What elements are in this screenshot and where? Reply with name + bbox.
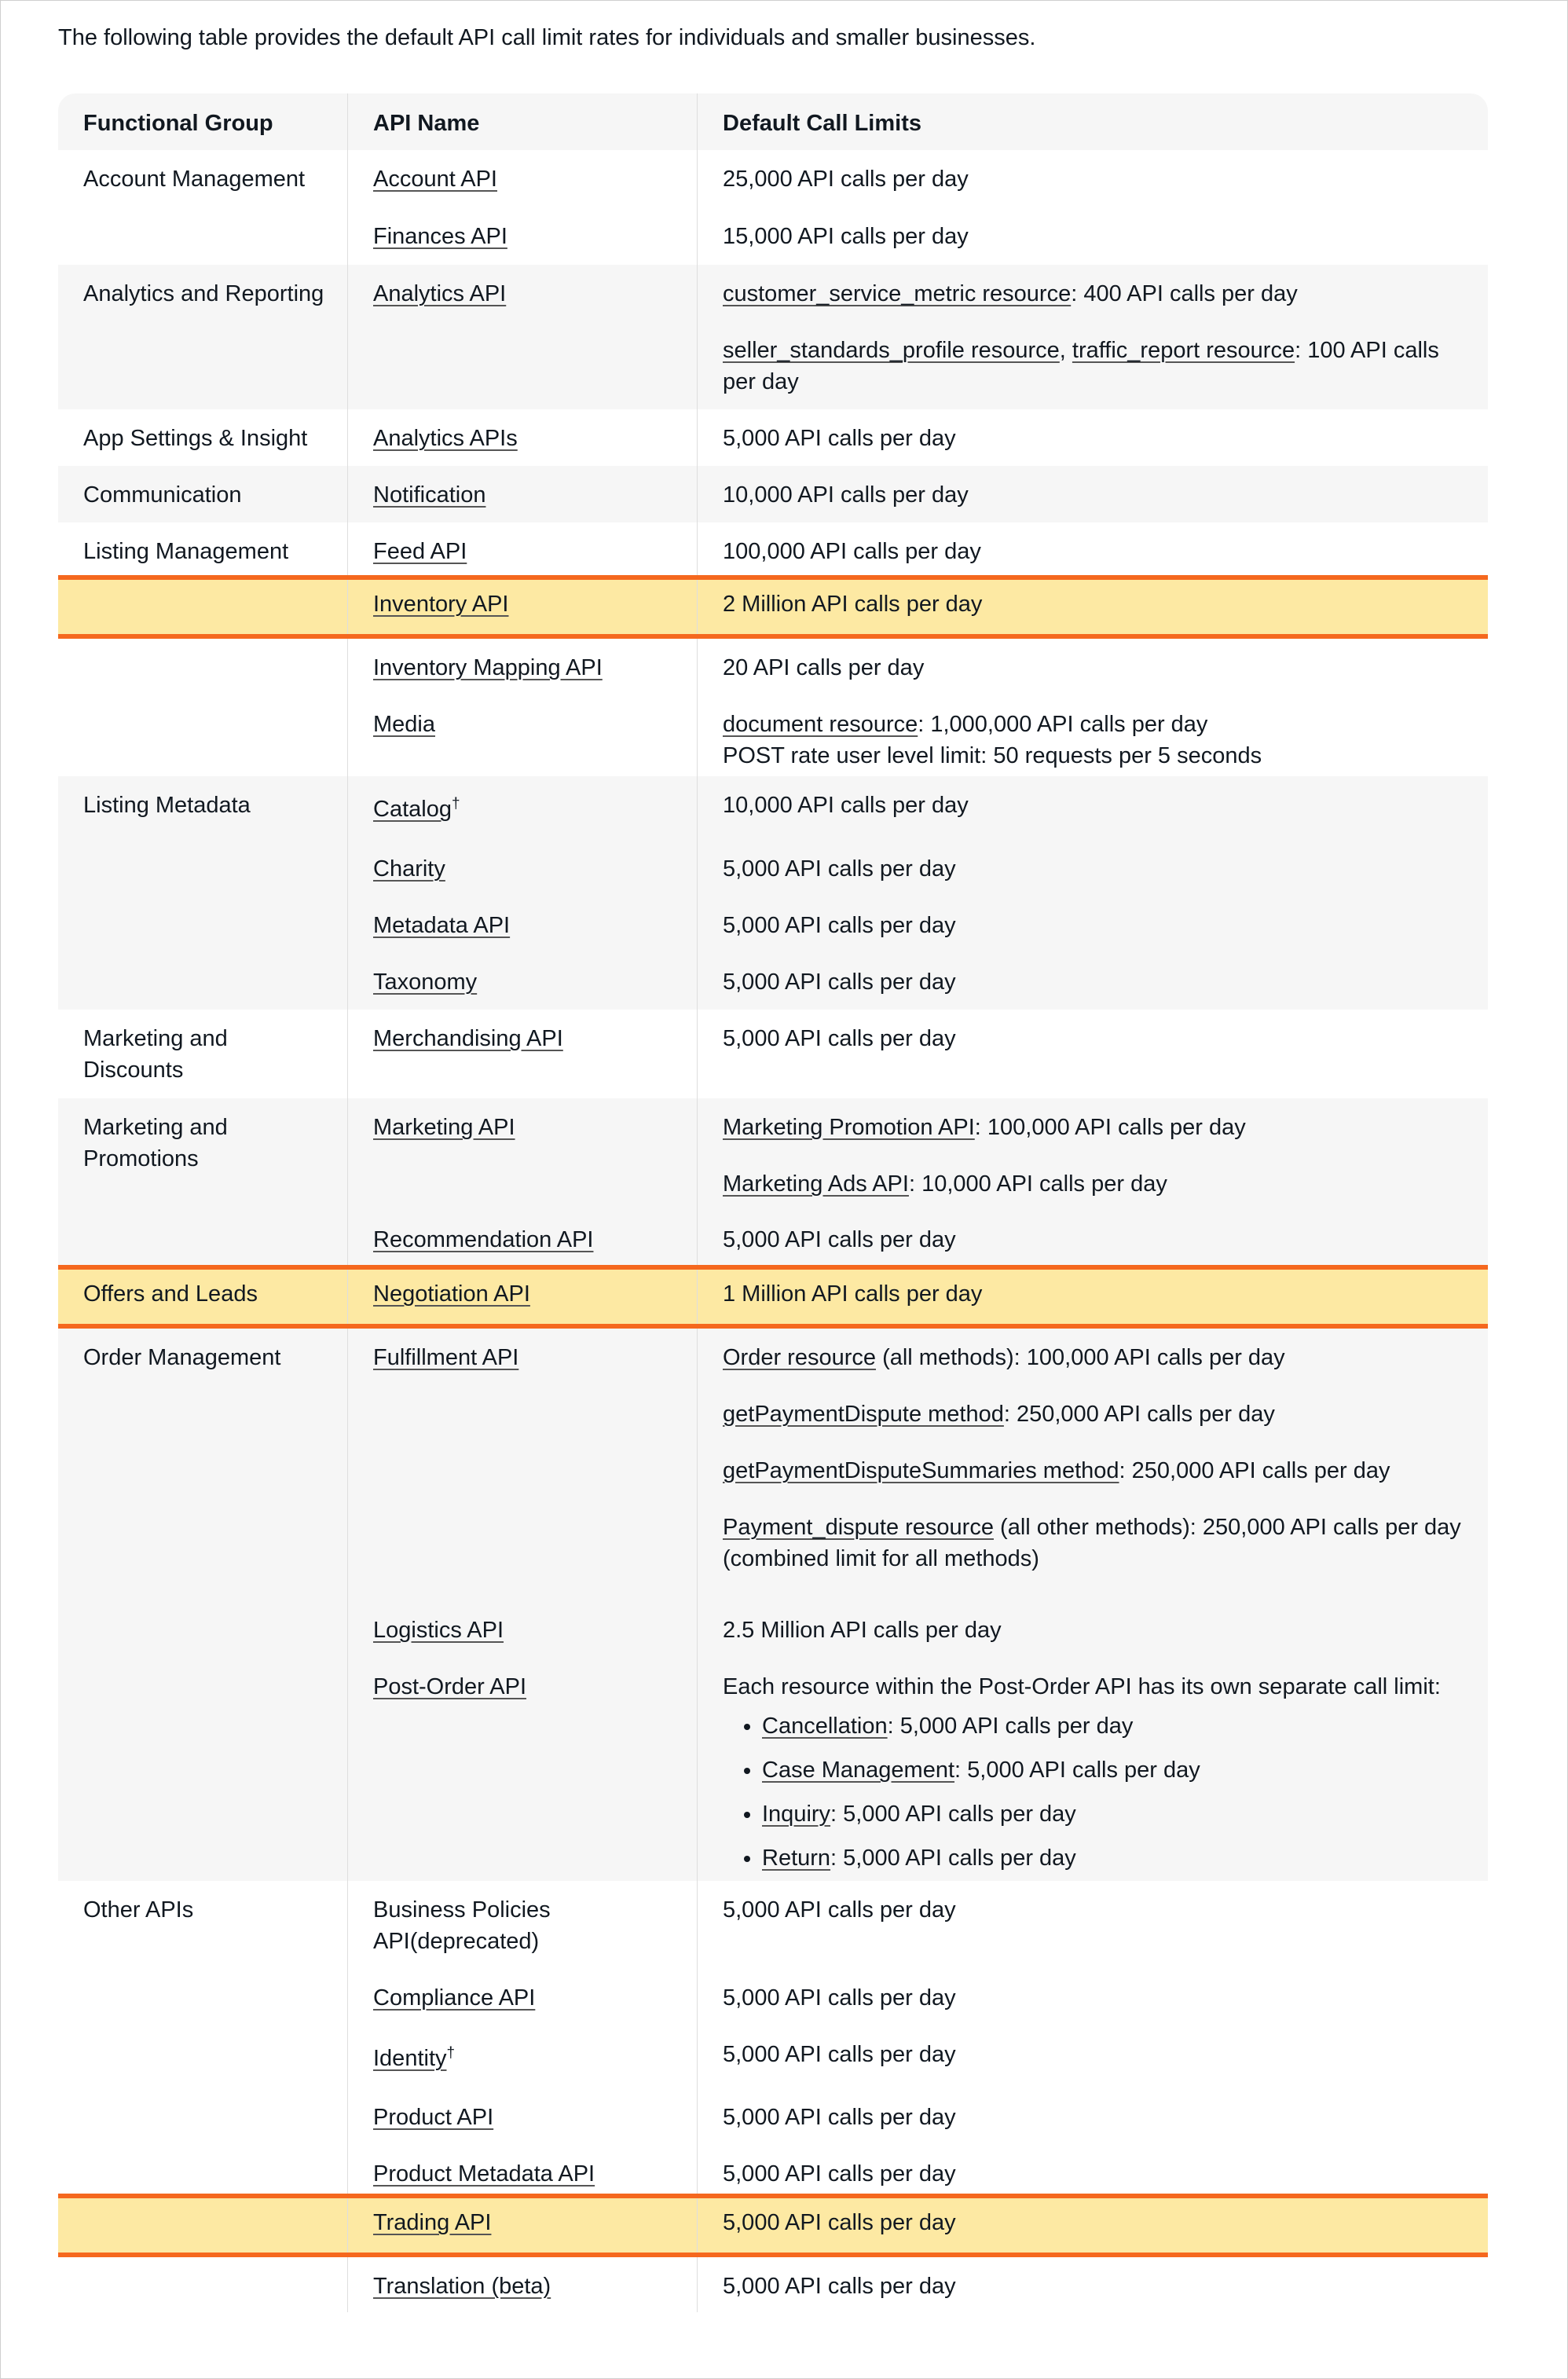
table-row (348, 695, 1488, 776)
table-row (348, 896, 1488, 953)
limit-cell (698, 1658, 1488, 1881)
table-row (348, 1601, 1488, 1658)
limit-cell: 5,000 API calls per day (723, 2161, 956, 2187)
limit-text: : 100,000 API calls per day (974, 1115, 1246, 1140)
table-row (348, 639, 1488, 695)
limit-text: : 5,000 API calls per day (830, 1802, 1076, 1827)
limit-text: : 250,000 API calls per day (1119, 1458, 1390, 1483)
limit-text: (all methods): 100,000 API calls per day (876, 1345, 1285, 1370)
marketing-api-link[interactable]: Marketing API (373, 1115, 515, 1140)
merchandising-api-link[interactable]: Merchandising API (373, 1026, 563, 1051)
group-marketing-discounts (58, 1010, 1488, 1098)
table-row (348, 2257, 1488, 2312)
customer-service-metric-link[interactable]: customer_service_metric resource (723, 281, 1072, 306)
table-row (348, 1658, 1488, 1881)
table-row (348, 840, 1488, 896)
table-row (348, 2088, 1488, 2145)
marketing-promotion-api-link[interactable]: Marketing Promotion API (723, 1115, 975, 1140)
group-label: Marketing and Promotions (58, 1098, 348, 1265)
table-row (348, 1881, 1488, 1969)
negotiation-api-link[interactable]: Negotiation API (373, 1281, 530, 1307)
table-row (348, 207, 1488, 265)
group-label: Marketing and Discounts (58, 1010, 348, 1098)
limit-cell: 5,000 API calls per day (723, 1026, 956, 1051)
limit-text: : 400 API calls per day (1071, 281, 1298, 306)
table-header (58, 93, 1488, 150)
empty-group-cell (58, 2198, 348, 2253)
inquiry-link[interactable]: Inquiry (762, 1802, 831, 1827)
group-label: Other APIs (58, 1881, 348, 2194)
limit-cell: 5,000 API calls per day (723, 1897, 956, 1923)
post-order-intro: Each resource within the Post-Order API has its own separate call limit: (723, 1674, 1441, 1699)
limit-cell: 10,000 API calls per day (723, 793, 969, 818)
separator: , (1059, 338, 1072, 363)
payment-dispute-resource-link[interactable]: Payment_dispute resource (723, 1515, 994, 1540)
post-order-api-link[interactable]: Post-Order API (373, 1674, 527, 1699)
intro-text: The following table provides the default API call limit rates for individuals and smaller businesses. (58, 25, 1036, 50)
limit-cell: 5,000 API calls per day (723, 2274, 956, 2299)
taxonomy-link[interactable]: Taxonomy (373, 970, 478, 995)
product-api-link[interactable]: Product API (373, 2105, 494, 2130)
table-row (348, 2025, 1488, 2088)
fulfillment-api-link[interactable]: Fulfillment API (373, 1345, 519, 1370)
group-label: Account Management (58, 150, 348, 265)
table-row (348, 1211, 1488, 1265)
table-row (348, 1270, 1488, 1324)
limit-text: : 10,000 API calls per day (908, 1171, 1167, 1197)
limit-cell: 5,000 API calls per day (723, 2105, 956, 2130)
group-account-management (58, 150, 1488, 265)
compliance-api-link[interactable]: Compliance API (373, 1985, 536, 2011)
return-link[interactable]: Return (762, 1846, 831, 1871)
product-metadata-api-link[interactable]: Product Metadata API (373, 2161, 595, 2187)
group-other-apis (58, 1881, 1488, 2194)
list-item (762, 1842, 1472, 1874)
limit-cell: 5,000 API calls per day (723, 856, 956, 882)
limit-cell: 2.5 Million API calls per day (723, 1618, 1002, 1643)
analytics-api-link[interactable]: Analytics API (373, 281, 507, 306)
limit-cell: 2 Million API calls per day (723, 592, 983, 617)
header-api-name: API Name (348, 93, 698, 150)
limit-text: : 5,000 API calls per day (887, 1714, 1134, 1739)
table-row (348, 1329, 1488, 1601)
empty-group-cell (58, 580, 348, 634)
table-row (348, 265, 1488, 409)
feed-api-link[interactable]: Feed API (373, 539, 467, 564)
metadata-api-link[interactable]: Metadata API (373, 913, 511, 938)
limit-cell (698, 1098, 1488, 1211)
limit-cell: 20 API calls per day (723, 655, 925, 680)
get-payment-dispute-summaries-link[interactable]: getPaymentDisputeSummaries method (723, 1458, 1119, 1483)
limit-text: (all other methods): 250,000 API calls per day (combined limit for all methods) (723, 1515, 1461, 1571)
group-order-management (58, 1329, 1488, 1881)
highlighted-row-offers-leads (58, 1265, 1488, 1329)
limit-cell (698, 695, 1488, 776)
dagger-mark: † (451, 795, 460, 812)
group-listing-metadata (58, 776, 1488, 1010)
case-management-link[interactable]: Case Management (762, 1758, 955, 1783)
list-item (762, 1754, 1472, 1786)
limit-text: : 5,000 API calls per day (830, 1846, 1076, 1871)
charity-link[interactable]: Charity (373, 856, 445, 882)
catalog-link[interactable]: Catalog (373, 797, 452, 822)
limit-cell: 5,000 API calls per day (723, 970, 956, 995)
inventory-mapping-api-link[interactable]: Inventory Mapping API (373, 655, 603, 680)
table-row (348, 2198, 1488, 2253)
business-policies-api-label: Business Policies API(deprecated) (348, 1881, 698, 1969)
list-item (762, 1798, 1472, 1830)
limit-cell: 5,000 API calls per day (723, 1985, 956, 2011)
document-resource-link[interactable]: document resource (723, 712, 918, 737)
limit-cell: 5,000 API calls per day (723, 2210, 956, 2235)
limit-cell (698, 1329, 1488, 1601)
limit-cell: 1 Million API calls per day (723, 1281, 983, 1307)
group-marketing-promotions (58, 1098, 1488, 1265)
limit-cell: 5,000 API calls per day (723, 2042, 956, 2067)
list-item (762, 1710, 1472, 1742)
empty-group-cell (58, 639, 348, 776)
group-label: App Settings & Insight (58, 409, 348, 466)
translation-link[interactable]: Translation (beta) (373, 2274, 551, 2299)
limit-cell: 10,000 API calls per day (723, 482, 969, 508)
limit-cell: 5,000 API calls per day (723, 913, 956, 938)
post-rate-text: POST rate user level limit: 50 requests per 5 seconds (723, 743, 1262, 768)
limit-cell: 25,000 API calls per day (723, 167, 969, 192)
logistics-api-link[interactable]: Logistics API (373, 1618, 504, 1643)
seller-standards-profile-link[interactable]: seller_standards_profile resource (723, 338, 1060, 363)
table-row (348, 2145, 1488, 2194)
group-rows (348, 150, 1488, 265)
table-row (348, 409, 1488, 466)
limit-cell: 100,000 API calls per day (723, 539, 981, 564)
limit-text: : 100 API calls per day (723, 338, 1439, 394)
get-payment-dispute-link[interactable]: getPaymentDispute method (723, 1402, 1004, 1427)
table-row (348, 150, 1488, 207)
group-listing-management (58, 522, 1488, 575)
empty-group-cell (58, 2257, 348, 2312)
post-order-resource-list (723, 1710, 1472, 1874)
identity-link[interactable]: Identity (373, 2046, 447, 2071)
limit-cell: 5,000 API calls per day (723, 1227, 956, 1252)
limit-cell (698, 265, 1488, 409)
highlighted-row-inventory-api (58, 575, 1488, 639)
inventory-api-link[interactable]: Inventory API (373, 592, 509, 617)
group-label: Communication (58, 466, 348, 522)
limit-text: : 5,000 API calls per day (954, 1758, 1200, 1783)
group-app-settings (58, 409, 1488, 466)
analytics-apis-link[interactable]: Analytics APIs (373, 426, 518, 451)
table-row (348, 522, 1488, 575)
table-row (348, 1098, 1488, 1211)
group-label: Listing Management (58, 522, 348, 575)
media-link[interactable]: Media (373, 712, 435, 737)
table-row (348, 1969, 1488, 2025)
group-analytics-reporting (58, 265, 1488, 409)
group-communication (58, 466, 1488, 522)
traffic-report-link[interactable]: traffic_report resource (1072, 338, 1295, 363)
group-other-apis-cont (58, 2257, 1488, 2312)
group-label: Offers and Leads (58, 1270, 348, 1324)
notification-link[interactable]: Notification (373, 482, 486, 508)
group-listing-management-cont (58, 639, 1488, 776)
header-functional-group: Functional Group (58, 93, 348, 150)
table-row (348, 1010, 1488, 1098)
trading-api-link[interactable]: Trading API (373, 2210, 492, 2235)
dagger-mark: † (446, 2044, 456, 2062)
limit-text: : 250,000 API calls per day (1003, 1402, 1275, 1427)
cancellation-link[interactable]: Cancellation (762, 1714, 888, 1739)
marketing-ads-api-link[interactable]: Marketing Ads API (723, 1171, 909, 1197)
call-limits-table (58, 93, 1488, 2312)
account-api-link[interactable]: Account API (373, 167, 497, 192)
table-row (348, 466, 1488, 522)
table-row (348, 776, 1488, 840)
header-default-call-limits: Default Call Limits (723, 111, 921, 136)
table-row (348, 580, 1488, 634)
group-label: Listing Metadata (58, 776, 348, 1010)
order-resource-link[interactable]: Order resource (723, 1345, 877, 1370)
limit-cell: 15,000 API calls per day (723, 224, 969, 249)
group-label: Analytics and Reporting (58, 265, 348, 409)
recommendation-api-link[interactable]: Recommendation API (373, 1227, 594, 1252)
limit-cell: 5,000 API calls per day (723, 426, 956, 451)
finances-api-link[interactable]: Finances API (373, 224, 507, 249)
table-row (348, 953, 1488, 1010)
highlighted-row-trading-api (58, 2194, 1488, 2257)
group-label: Order Management (58, 1329, 348, 1881)
limit-text: : 1,000,000 API calls per day (918, 712, 1208, 737)
